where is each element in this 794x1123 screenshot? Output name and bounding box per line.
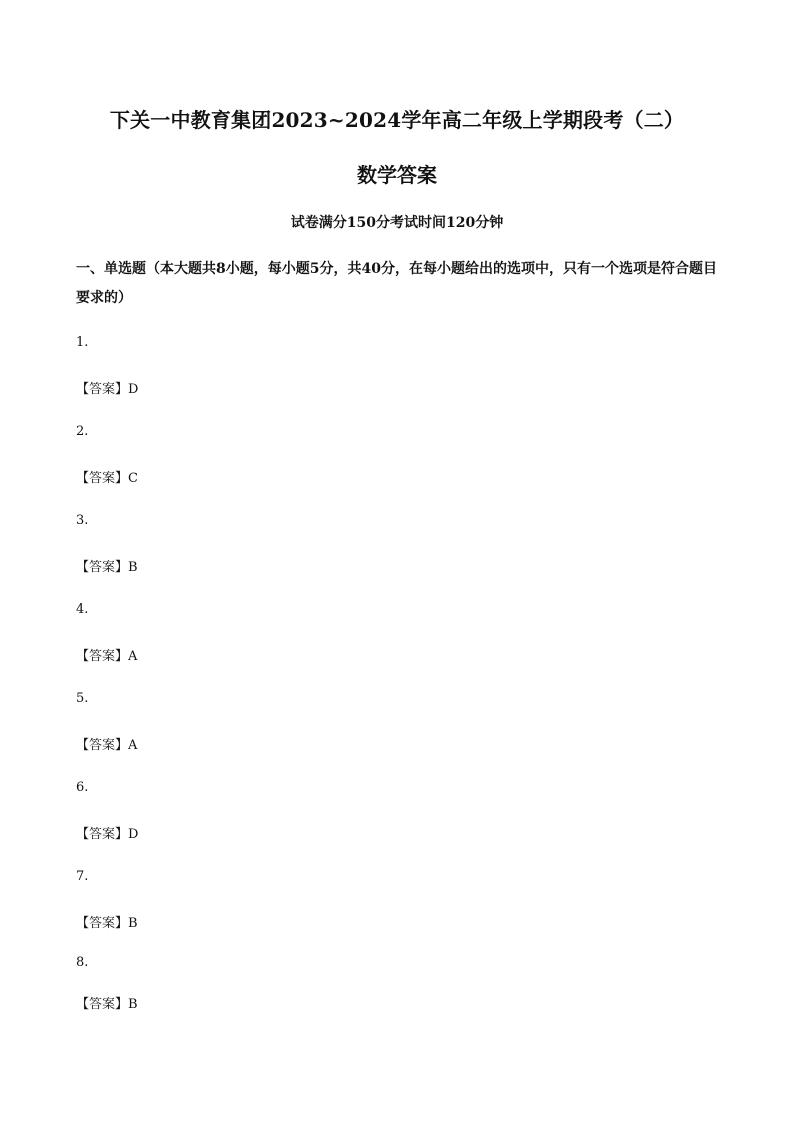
question-number: 8. — [76, 955, 89, 970]
answer-value: A — [128, 649, 138, 664]
answer-line — [76, 734, 137, 753]
answer-value: D — [128, 827, 139, 842]
answer-label: 【答案】 — [76, 649, 129, 664]
section-heading: 一、单选题（本大题共8小题，每小题5分，共40分，在每小题给出的选项中，只有一个选项是符合题目要求的） — [76, 261, 717, 306]
document-subtitle: 数学答案 — [357, 163, 437, 187]
answer-label: 【答案】 — [76, 471, 129, 486]
question-number: 7. — [76, 869, 89, 884]
question-number: 2. — [76, 424, 89, 439]
answer-value: B — [128, 560, 138, 575]
answer-value: B — [128, 997, 138, 1012]
answer-line — [76, 645, 137, 664]
answer-label: 【答案】 — [76, 916, 129, 931]
answer-label: 【答案】 — [76, 997, 129, 1012]
question-number: 4. — [76, 602, 89, 617]
answer-value: D — [128, 382, 139, 397]
answer-value: C — [128, 471, 138, 486]
answer-line — [76, 993, 138, 1012]
answer-line — [76, 823, 138, 842]
answer-value: B — [128, 916, 138, 931]
answer-line — [76, 378, 138, 397]
exam-meta: 试卷满分150分考试时间120分钟 — [290, 215, 504, 231]
answer-label: 【答案】 — [76, 738, 129, 753]
answer-label: 【答案】 — [76, 827, 129, 842]
question-number: 1. — [76, 335, 89, 350]
answer-label: 【答案】 — [76, 382, 129, 397]
answer-line — [76, 556, 138, 575]
document-title: 下关一中教育集团2023~2024学年高二年级上学期段考（二） — [109, 108, 685, 132]
question-number: 3. — [76, 513, 89, 528]
answer-value: A — [128, 738, 138, 753]
answer-line — [76, 912, 138, 931]
question-number: 5. — [76, 691, 89, 706]
question-number: 6. — [76, 780, 89, 795]
answer-line — [76, 467, 138, 486]
answer-label: 【答案】 — [76, 560, 129, 575]
